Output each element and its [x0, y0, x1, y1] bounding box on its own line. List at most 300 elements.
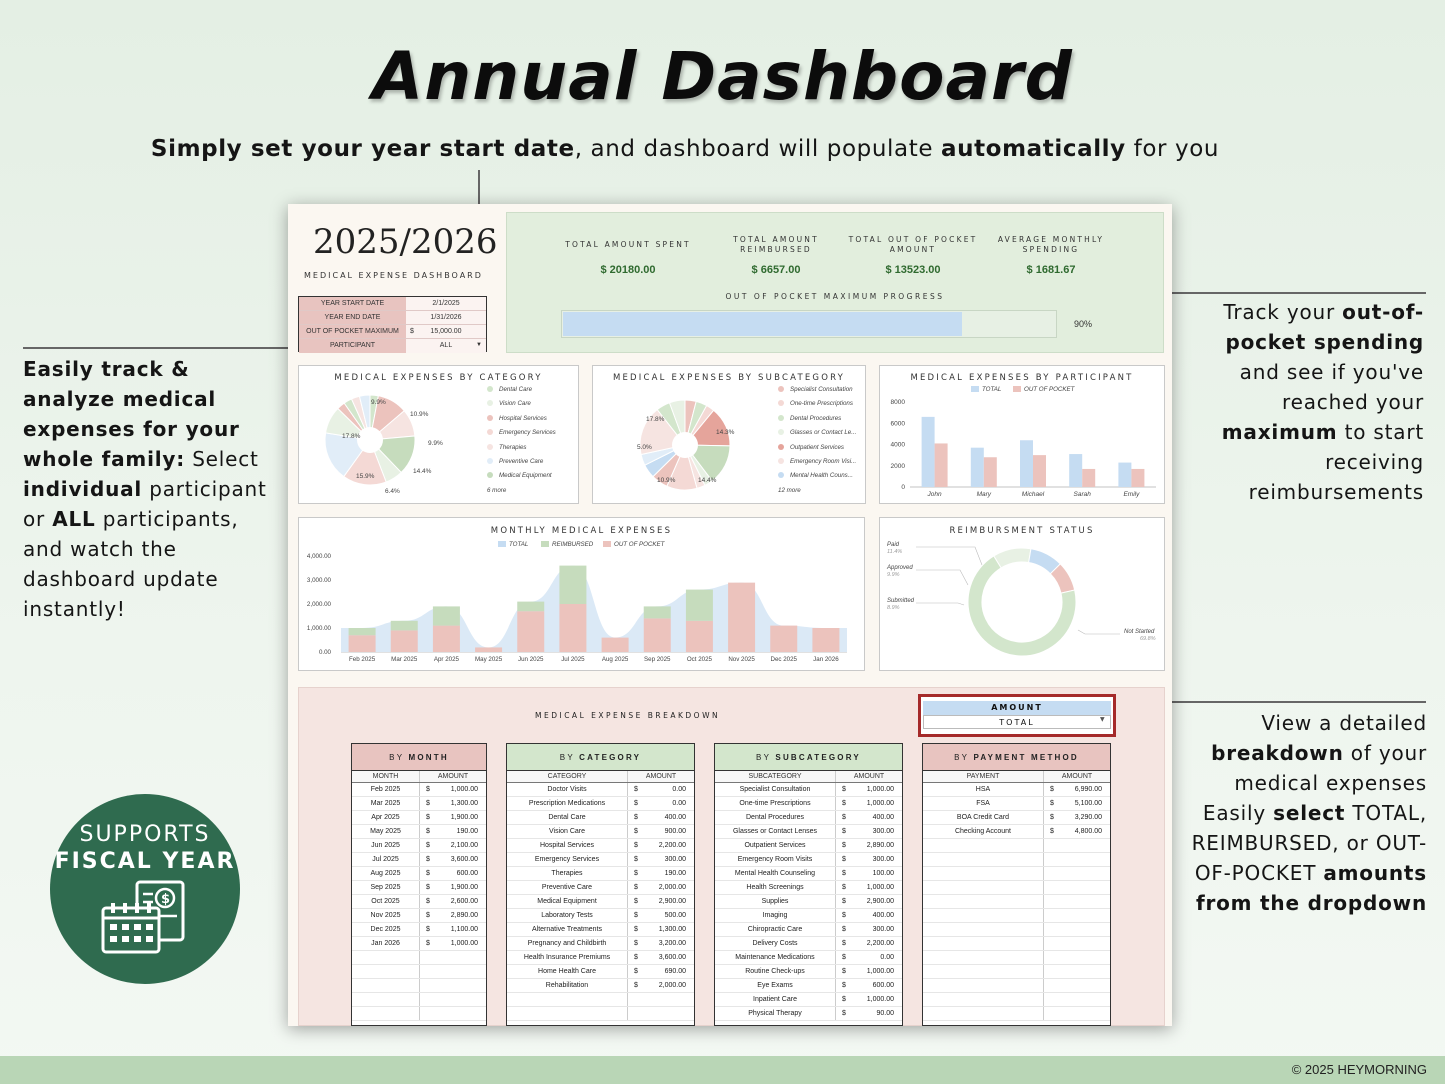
- currency-sign: $: [634, 982, 638, 989]
- table-row[interactable]: [352, 1007, 486, 1021]
- legend-item[interactable]: [778, 472, 864, 486]
- legend-label: Glasses or Contact Le...: [790, 429, 857, 437]
- cell-amount: [420, 811, 486, 824]
- cell-amount: [836, 825, 902, 838]
- table-row[interactable]: [507, 811, 694, 825]
- table-row[interactable]: [715, 783, 902, 797]
- setting-row[interactable]: [299, 325, 486, 339]
- table-row[interactable]: [352, 853, 486, 867]
- table-row[interactable]: [923, 923, 1110, 937]
- table-row[interactable]: [715, 797, 902, 811]
- chevron-down-icon[interactable]: ▼: [476, 342, 482, 348]
- cell-amount: [628, 853, 694, 866]
- bar-out-of-pocket: [770, 626, 797, 652]
- cell-label: Medical Equipment: [507, 895, 628, 908]
- legend-dot: [487, 386, 493, 392]
- cell-label: Eye Exams: [715, 979, 836, 992]
- bar-reimbursed: [349, 628, 376, 635]
- table-row[interactable]: [352, 937, 486, 951]
- subtitle: [0, 136, 1370, 162]
- currency-sign: $: [842, 870, 846, 877]
- table-row[interactable]: [352, 895, 486, 909]
- currency-sign: $: [426, 870, 430, 877]
- dashboard-label: MEDICAL EXPENSE DASHBOARD: [304, 271, 483, 280]
- column-header-label: CATEGORY: [507, 771, 628, 782]
- legend-item[interactable]: [487, 400, 577, 414]
- bar: [935, 443, 948, 487]
- chart-title-monthly: MONTHLY MEDICAL EXPENSES: [490, 526, 673, 536]
- cell-label: Mental Health Counseling: [715, 867, 836, 880]
- y-tick-label: 4000: [890, 441, 905, 449]
- legend-label: Preventive Care: [499, 457, 544, 465]
- legend-item[interactable]: [1013, 386, 1074, 393]
- table-row[interactable]: [923, 881, 1110, 895]
- legend-label: TOTAL: [509, 541, 529, 548]
- cell-label: Delivery Costs: [715, 937, 836, 950]
- amount-value: 2,200.00: [658, 842, 686, 849]
- fiscal-year-badge: [50, 794, 240, 984]
- table-row[interactable]: [507, 965, 694, 979]
- table-row[interactable]: [352, 867, 486, 881]
- cell-label: FSA: [923, 797, 1044, 810]
- x-tick-label: Oct 2025: [686, 656, 712, 663]
- setting-label: PARTICIPANT: [299, 339, 406, 353]
- amount-value: 900.00: [664, 828, 686, 835]
- currency-sign: $: [634, 926, 638, 933]
- setting-row[interactable]: [299, 311, 486, 325]
- table-row[interactable]: [715, 867, 902, 881]
- cell-amount: [628, 965, 694, 978]
- column-header-label: SUBCATEGORY: [715, 771, 836, 782]
- legend-more[interactable]: 12 more: [778, 486, 801, 494]
- legend-item[interactable]: [487, 458, 577, 472]
- table-row[interactable]: [923, 965, 1110, 979]
- cell-amount: [1044, 797, 1110, 810]
- table-row[interactable]: [715, 993, 902, 1007]
- legend-item[interactable]: [487, 415, 577, 429]
- x-tick-label: Jun 2025: [518, 656, 544, 663]
- table-row[interactable]: [923, 1007, 1110, 1021]
- table-row[interactable]: [507, 881, 694, 895]
- currency-sign: $: [426, 800, 430, 807]
- table-rows: [507, 783, 694, 1021]
- currency-sign: $: [634, 814, 638, 821]
- y-tick-label: 8000: [890, 399, 905, 406]
- slice-label: 17.8%: [342, 433, 361, 440]
- bar-out-of-pocket: [475, 647, 502, 652]
- amount-value: 0.00: [672, 800, 686, 807]
- callout-left-bold-2: individual: [23, 477, 143, 501]
- cell-label: [507, 993, 628, 1006]
- legend-item[interactable]: [778, 429, 864, 443]
- table-row[interactable]: [923, 797, 1110, 811]
- cell-label: Glasses or Contact Lenses: [715, 825, 836, 838]
- bar-out-of-pocket: [391, 630, 418, 652]
- callout-rt-t1: Track your: [1223, 300, 1343, 324]
- cell-amount: [1044, 951, 1110, 964]
- dashboard-year: 2025/2026: [313, 222, 498, 262]
- donut-pct: 11.4%: [887, 549, 903, 555]
- amount-value: 2,100.00: [450, 842, 478, 849]
- table-row[interactable]: [507, 839, 694, 853]
- badge-line-1: SUPPORTS: [79, 822, 211, 847]
- legend-item[interactable]: [498, 541, 528, 548]
- table-row[interactable]: [352, 923, 486, 937]
- legend-dot: [778, 472, 784, 478]
- cell-label: HSA: [923, 783, 1044, 796]
- cell-label: Therapies: [507, 867, 628, 880]
- amount-value: 2,000.00: [658, 982, 686, 989]
- table-row[interactable]: [507, 825, 694, 839]
- cell-amount: [420, 895, 486, 908]
- amount-value: 0.00: [880, 954, 894, 961]
- table-rows: [352, 783, 486, 1021]
- table-row[interactable]: [923, 783, 1110, 797]
- table-row[interactable]: [715, 881, 902, 895]
- cell-amount: [628, 895, 694, 908]
- legend-more[interactable]: 6 more: [487, 486, 507, 494]
- amount-value: 400.00: [872, 912, 894, 919]
- column-header: [715, 771, 902, 783]
- cell-amount: [1044, 811, 1110, 824]
- kpi-average-monthly: [986, 234, 1116, 276]
- cell-label: Vision Care: [507, 825, 628, 838]
- table-row[interactable]: [507, 909, 694, 923]
- bar: [1033, 455, 1046, 487]
- cell-label: Specialist Consultation: [715, 783, 836, 796]
- column-header: [923, 771, 1110, 783]
- cell-amount: [836, 881, 902, 894]
- cell-label: Jan 2026: [352, 937, 420, 950]
- column-header: [507, 771, 694, 783]
- table-row[interactable]: [715, 951, 902, 965]
- bar-reimbursed: [391, 621, 418, 631]
- table-row[interactable]: [923, 895, 1110, 909]
- callout-left-t3: participants, and watch the dashboard update instantly!: [23, 507, 239, 621]
- table-row[interactable]: [352, 965, 486, 979]
- category-pie-chart: [320, 385, 470, 500]
- x-tick-label: Sep 2025: [644, 656, 671, 663]
- legend-dot: [487, 458, 493, 464]
- bar: [1082, 469, 1095, 487]
- table-row[interactable]: [923, 853, 1110, 867]
- table-row[interactable]: [923, 909, 1110, 923]
- badge-line-2: FISCAL YEAR: [54, 849, 236, 874]
- table-row[interactable]: [507, 979, 694, 993]
- bar-out-of-pocket: [644, 618, 671, 652]
- legend-label: Emergency Services: [499, 429, 556, 437]
- chart-title-subcategory: MEDICAL EXPENSES BY SUBCATEGORY: [612, 373, 846, 383]
- currency-sign: $: [426, 828, 430, 835]
- slice-label: 6.4%: [385, 488, 400, 495]
- table-row[interactable]: [352, 993, 486, 1007]
- legend-item[interactable]: [603, 541, 664, 548]
- amount-value: 690.00: [664, 968, 686, 975]
- column-header: [352, 771, 486, 783]
- table-title-prefix: BY: [559, 753, 580, 762]
- table-row[interactable]: [715, 853, 902, 867]
- table-row[interactable]: [923, 839, 1110, 853]
- cell-amount: [1044, 1007, 1110, 1020]
- bar: [984, 457, 997, 487]
- bar-out-of-pocket: [559, 604, 586, 652]
- amount-value: 300.00: [872, 926, 894, 933]
- oop-progress-fill: [563, 312, 962, 336]
- table-title: [923, 744, 1110, 771]
- cell-amount: [1044, 937, 1110, 950]
- cell-label: [923, 951, 1044, 964]
- table-row[interactable]: [923, 811, 1110, 825]
- table-row[interactable]: [507, 937, 694, 951]
- legend-item[interactable]: [487, 444, 577, 458]
- table-row[interactable]: [715, 825, 902, 839]
- slice-label: 14.3%: [716, 429, 735, 436]
- cell-label: [923, 867, 1044, 880]
- table-row[interactable]: [352, 797, 486, 811]
- cell-amount: [420, 797, 486, 810]
- currency-sign: $: [1050, 828, 1054, 835]
- table-row[interactable]: [507, 867, 694, 881]
- legend-item[interactable]: [778, 458, 864, 472]
- table-row[interactable]: [507, 853, 694, 867]
- callout-rb-t1: View a detailed: [1261, 711, 1427, 735]
- setting-value: 2/1/2025: [432, 300, 460, 307]
- amount-value: 1,000.00: [866, 968, 894, 975]
- legend-dot: [778, 458, 784, 464]
- legend-label: Mental Health Couns...: [790, 472, 853, 480]
- y-tick-label: 1,000.00: [306, 625, 331, 632]
- currency-sign: $: [634, 786, 638, 793]
- amount-value: 1,100.00: [450, 926, 478, 933]
- cell-amount: [628, 979, 694, 992]
- callout-right-top: [1180, 297, 1424, 507]
- cell-amount: [628, 909, 694, 922]
- cell-label: Emergency Room Visits: [715, 853, 836, 866]
- slice-label: 10.9%: [657, 477, 676, 484]
- amount-value: 5,100.00: [1074, 800, 1102, 807]
- kpi-total-oop: [848, 234, 978, 276]
- cell-label: Emergency Services: [507, 853, 628, 866]
- table-row[interactable]: [923, 825, 1110, 839]
- kpi-value: $ 13523.00: [885, 264, 941, 276]
- cell-amount: [420, 979, 486, 992]
- legend-label: Medical Equipment: [499, 472, 552, 480]
- legend-item[interactable]: [778, 444, 864, 458]
- callout-rb-bold-2: select: [1273, 801, 1346, 825]
- bar-reimbursed: [433, 606, 460, 625]
- amount-value: 2,000.00: [658, 884, 686, 891]
- cell-label: Maintenance Medications: [715, 951, 836, 964]
- legend-item[interactable]: [487, 386, 577, 400]
- table-row[interactable]: [715, 937, 902, 951]
- legend-item[interactable]: [778, 400, 864, 414]
- bar-out-of-pocket: [349, 635, 376, 652]
- amount-value: 1,000.00: [450, 786, 478, 793]
- x-tick-label: Nov 2025: [728, 656, 755, 663]
- bar: [1020, 440, 1033, 487]
- table-row[interactable]: [715, 923, 902, 937]
- currency-sign: $: [426, 926, 430, 933]
- year-start-date-input[interactable]: [406, 297, 486, 310]
- leader-line: [916, 570, 968, 585]
- amount-value: 3,200.00: [658, 940, 686, 947]
- legend-item[interactable]: [487, 472, 577, 486]
- cell-label: Dental Procedures: [715, 811, 836, 824]
- table-row[interactable]: [507, 797, 694, 811]
- cell-amount: [836, 797, 902, 810]
- table-row[interactable]: [507, 951, 694, 965]
- cell-label: [507, 1007, 628, 1020]
- currency-sign: $: [634, 898, 638, 905]
- table-rows: [715, 783, 902, 1021]
- table-row[interactable]: [923, 979, 1110, 993]
- table-title-bold: SUBCATEGORY: [775, 753, 861, 762]
- table-row[interactable]: [352, 811, 486, 825]
- table-row[interactable]: [715, 811, 902, 825]
- pie-hole: [672, 432, 698, 458]
- callout-rb-bold-1: breakdown: [1211, 741, 1344, 765]
- callout-left-t1: Select: [185, 447, 259, 471]
- leader-line: [916, 547, 982, 565]
- slice-label: 9.9%: [371, 399, 386, 406]
- cell-label: [923, 853, 1044, 866]
- table-row[interactable]: [715, 965, 902, 979]
- table-row[interactable]: [507, 895, 694, 909]
- kpi-title: AVERAGE MONTHLY SPENDING: [997, 235, 1105, 254]
- cell-label: Inpatient Care: [715, 993, 836, 1006]
- table-row[interactable]: [352, 839, 486, 853]
- legend-dot: [778, 400, 784, 406]
- table-row[interactable]: [923, 937, 1110, 951]
- legend-item[interactable]: [971, 386, 1001, 393]
- amount-value: 2,890.00: [450, 912, 478, 919]
- year-end-date-value: [406, 311, 486, 324]
- callout-rb-t2: of your medical expenses Easily: [1202, 741, 1427, 825]
- table-row[interactable]: [923, 867, 1110, 881]
- cell-amount: [836, 965, 902, 978]
- legend-item[interactable]: [487, 429, 577, 443]
- bar-out-of-pocket: [812, 628, 839, 652]
- currency-sign: $: [426, 786, 430, 793]
- table-row[interactable]: [715, 909, 902, 923]
- bar-reimbursed: [559, 566, 586, 604]
- cell-label: Rehabilitation: [507, 979, 628, 992]
- bar: [1118, 463, 1131, 487]
- setting-row[interactable]: [299, 339, 486, 353]
- table-row[interactable]: [507, 923, 694, 937]
- table-row[interactable]: [352, 979, 486, 993]
- setting-row[interactable]: [299, 297, 486, 311]
- cell-label: [352, 965, 420, 978]
- legend-label: Dental Procedures: [790, 414, 842, 422]
- currency-sign: $: [634, 870, 638, 877]
- table-row[interactable]: [715, 1007, 902, 1021]
- donut-label: Paid: [887, 542, 900, 548]
- table-title: [352, 744, 486, 771]
- legend-item[interactable]: [778, 415, 864, 429]
- breakdown-table-category: [506, 743, 695, 1026]
- table-row[interactable]: [507, 783, 694, 797]
- amount-value: 190.00: [664, 870, 686, 877]
- legend-swatch: [1013, 386, 1021, 392]
- table-row[interactable]: [352, 881, 486, 895]
- page-title: Annual Dashboard: [372, 38, 1073, 115]
- currency-sign: $: [842, 786, 846, 793]
- cell-amount: [628, 783, 694, 796]
- cell-label: Supplies: [715, 895, 836, 908]
- currency-sign: $: [426, 884, 430, 891]
- legend-item[interactable]: [541, 541, 593, 548]
- legend-dot: [778, 415, 784, 421]
- participant-dropdown[interactable]: [406, 339, 486, 353]
- cell-amount: [1044, 783, 1110, 796]
- slice-label: 14.4%: [698, 477, 717, 484]
- oop-maximum-input[interactable]: [406, 325, 486, 338]
- kpi-value: $ 20180.00: [600, 264, 656, 276]
- cell-label: [923, 895, 1044, 908]
- amount-value: 600.00: [872, 982, 894, 989]
- setting-value: ALL: [439, 342, 453, 349]
- column-header-label: MONTH: [352, 771, 420, 782]
- legend-label: REIMBURSED: [552, 541, 594, 548]
- cell-amount: [420, 909, 486, 922]
- participant-bar-chart: [880, 395, 1164, 503]
- cell-amount: [628, 867, 694, 880]
- cell-label: [352, 979, 420, 992]
- table-row[interactable]: [352, 783, 486, 797]
- x-tick-label: Emily: [1123, 491, 1140, 498]
- amount-value: 3,600.00: [658, 954, 686, 961]
- table-row[interactable]: [715, 839, 902, 853]
- slice-label: 15.9%: [356, 473, 375, 480]
- bar-out-of-pocket: [433, 626, 460, 652]
- chevron-down-icon[interactable]: ▼: [1100, 716, 1105, 723]
- cell-amount: [628, 839, 694, 852]
- table-row[interactable]: [715, 979, 902, 993]
- callout-left-bold-1: Easily track & analyze medical expenses for your whole family:: [23, 357, 240, 471]
- cell-label: Nov 2025: [352, 909, 420, 922]
- copyright: © 2025 HEYMORNING: [1291, 1062, 1427, 1077]
- table-row[interactable]: [507, 993, 694, 1007]
- table-row[interactable]: [507, 1007, 694, 1021]
- table-row[interactable]: [923, 993, 1110, 1007]
- breakdown-table-subcategory: [714, 743, 903, 1026]
- cell-amount: [836, 979, 902, 992]
- legend-item[interactable]: [778, 386, 864, 400]
- pie-hole: [357, 427, 383, 453]
- donut-pct: 69.8%: [1140, 636, 1156, 642]
- setting-value: 15,000.00: [430, 328, 462, 335]
- table-row[interactable]: [352, 951, 486, 965]
- amount-value: 300.00: [664, 856, 686, 863]
- x-tick-label: Sarah: [1073, 491, 1091, 498]
- table-row[interactable]: [923, 951, 1110, 965]
- amount-dropdown[interactable]: TOTAL: [923, 715, 1111, 729]
- legend-dot: [487, 429, 493, 435]
- cell-amount: [1044, 881, 1110, 894]
- legend-dot: [778, 444, 784, 450]
- slice-label: 14.4%: [413, 468, 432, 475]
- cell-label: [923, 923, 1044, 936]
- currency-prefix: $: [410, 328, 414, 335]
- cell-label: Apr 2025: [352, 811, 420, 824]
- table-row[interactable]: [352, 909, 486, 923]
- table-row[interactable]: [715, 895, 902, 909]
- column-header-label: AMOUNT: [1061, 773, 1093, 780]
- table-row[interactable]: [352, 825, 486, 839]
- leader-line: [1078, 630, 1120, 634]
- cell-label: [923, 1007, 1044, 1020]
